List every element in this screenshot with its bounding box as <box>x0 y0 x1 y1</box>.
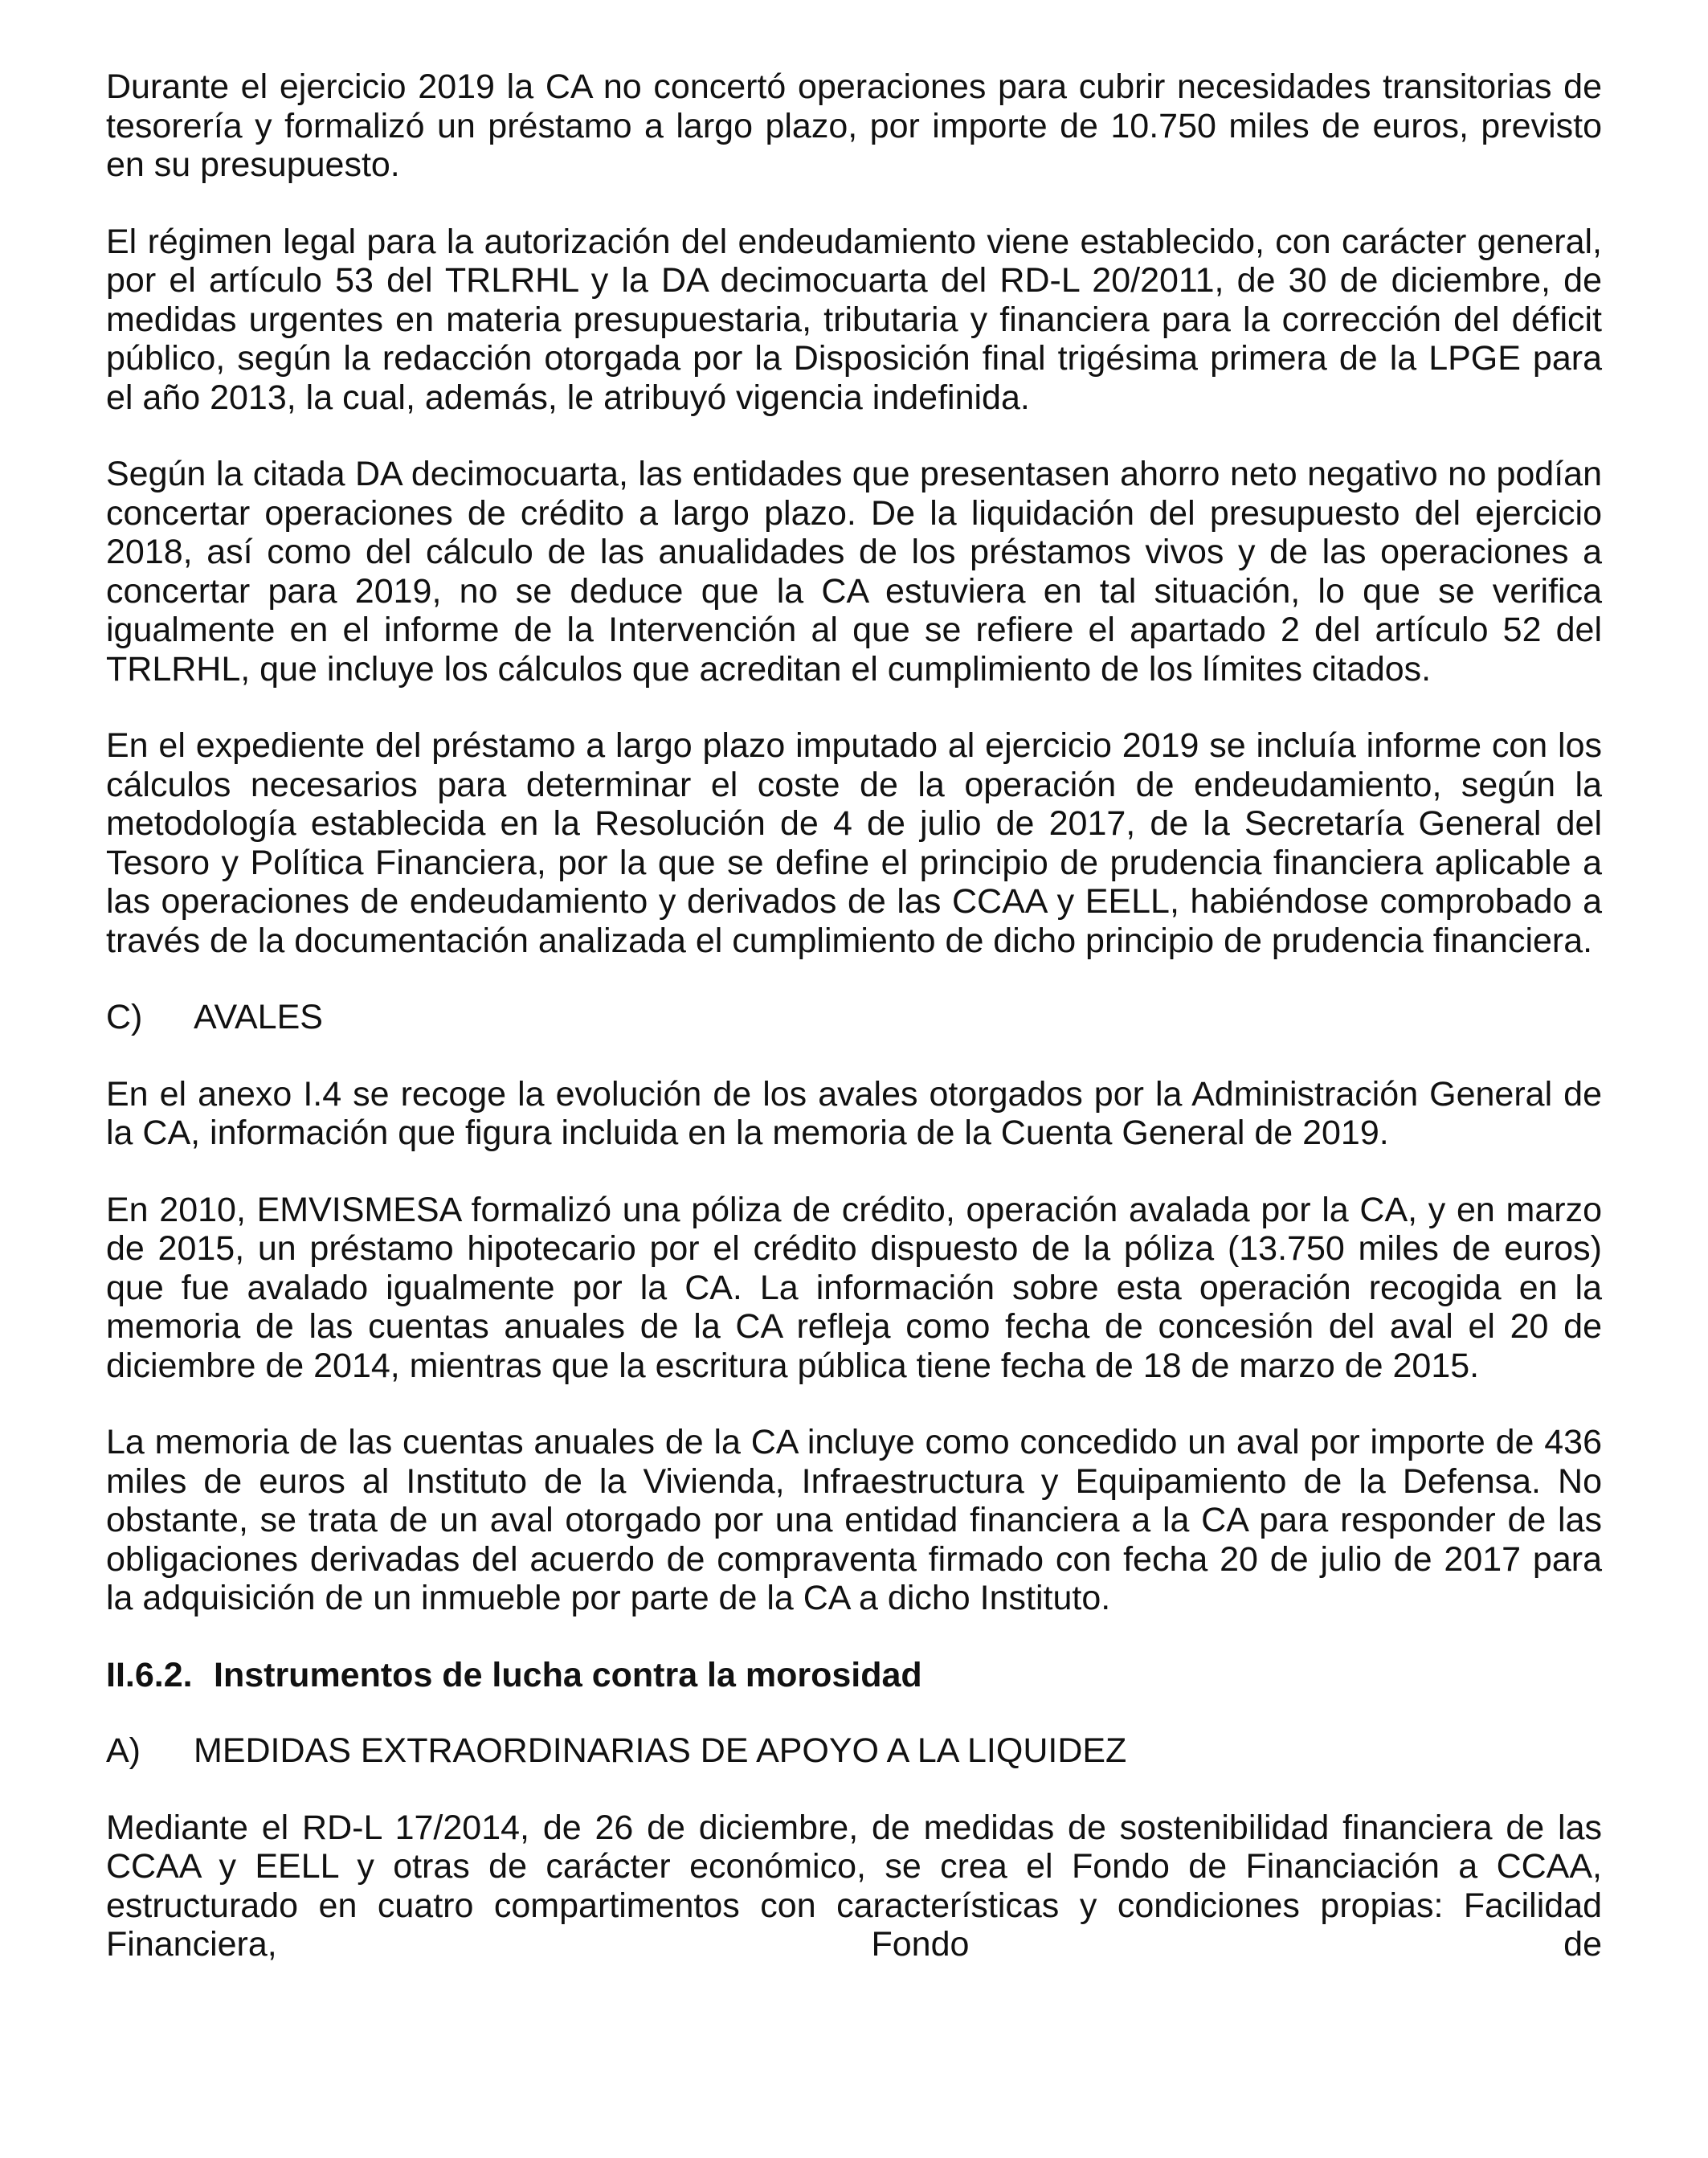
paragraph-net-savings: Según la citada DA decimocuarta, las entidades que presentasen ahorro neto negativo no podían concertar operaciones de crédito a largo plazo. De la liquidación del presupuesto del ejercicio 2018, así como del cálculo de las anualidades de los préstamos vivos y de las operaciones a concertar para 2019, no se deduce que la CA estuviera en tal situación, lo que se verifica igualmente en el informe de la Intervención al que se refiere el apartado 2 del artículo 52 del TRLRHL, que incluye los cálculos que acreditan el cumplimiento de los límites citados. <box>106 455 1602 689</box>
paragraph-annex-avales: En el anexo I.4 se recoge la evolución de los avales otorgados por la Administración General de la CA, información que figura incluida en la memoria de la Cuenta General de 2019. <box>106 1074 1602 1152</box>
section-title: Instrumentos de lucha contra la morosidad <box>214 1655 922 1694</box>
document-page <box>106 67 1602 2002</box>
heading-liquidity-measures <box>106 1731 1602 1771</box>
heading-liquidity-title: MEDIDAS EXTRAORDINARIAS DE APOYO A LA LIQUIDEZ <box>194 1731 1127 1770</box>
heading-liquidity-letter: A) <box>106 1731 141 1770</box>
paragraph-legal-regime: El régimen legal para la autorización del endeudamiento viene establecido, con carácter general, por el artículo 53 del TRLRHL y la DA decimocuarta del RD-L 20/2011, de 30 de diciembre, de medidas urgentes en materia presupuestaria, tributaria y financiera para la corrección del déficit público, según la redacción otorgada por la Disposición final trigésima primera de la LPGE para el año 2013, la cual, además, le atribuyó vigencia indefinida. <box>106 222 1602 417</box>
section-heading <box>106 1656 1602 1695</box>
heading-avales-letter: C) <box>106 998 143 1036</box>
paragraph-financing-fund: Mediante el RD-L 17/2014, de 26 de diciembre, de medidas de sostenibilidad financiera de las CCAA y EELL y otras de carácter económico, se crea el Fondo de Financiación a CCAA, estructurado en cuatro compartimentos con características y condiciones propias: Facilidad Financiera, Fondo de <box>106 1808 1602 1964</box>
section-number: II.6.2. <box>106 1655 193 1694</box>
paragraph-short-term-operations: Durante el ejercicio 2019 la CA no concertó operaciones para cubrir necesidades transitorias de tesorería y formalizó un préstamo a largo plazo, por importe de 10.750 miles de euros, previsto en su presupuesto. <box>106 67 1602 184</box>
paragraph-emvismesa: En 2010, EMVISMESA formalizó una póliza de crédito, operación avalada por la CA, y en marzo de 2015, un préstamo hipotecario por el crédito dispuesto de la póliza (13.750 miles de euros) que fue avalado igualmente por la CA. La información sobre esta operación recogida en la memoria de las cuentas anuales de la CA refleja como fecha de concesión del aval el 20 de diciembre de 2014, mientras que la escritura pública tiene fecha de 18 de marzo de 2015. <box>106 1190 1602 1385</box>
paragraph-financial-prudence: En el expediente del préstamo a largo plazo imputado al ejercicio 2019 se incluía informe con los cálculos necesarios para determinar el coste de la operación de endeudamiento, según la metodología establecida en la Resolución de 4 de julio de 2017, de la Secretaría General del Tesoro y Política Financiera, por la que se define el principio de prudencia financiera aplicable a las operaciones de endeudamiento y derivados de las CCAA y EELL, habiéndose comprobado a través de la documentación analizada el cumplimiento de dicho principio de prudencia financiera. <box>106 726 1602 960</box>
paragraph-defense-institute: La memoria de las cuentas anuales de la CA incluye como concedido un aval por importe de 436 miles de euros al Instituto de la Vivienda, Infraestructura y Equipamiento de la Defensa. No obstante, se trata de un aval otorgado por una entidad financiera a la CA para responder de las obligaciones derivadas del acuerdo de compraventa firmado con fecha 20 de julio de 2017 para la adquisición de un inmueble por parte de la CA a dicho Instituto. <box>106 1423 1602 1617</box>
heading-avales <box>106 998 1602 1037</box>
heading-avales-title: AVALES <box>194 998 323 1036</box>
